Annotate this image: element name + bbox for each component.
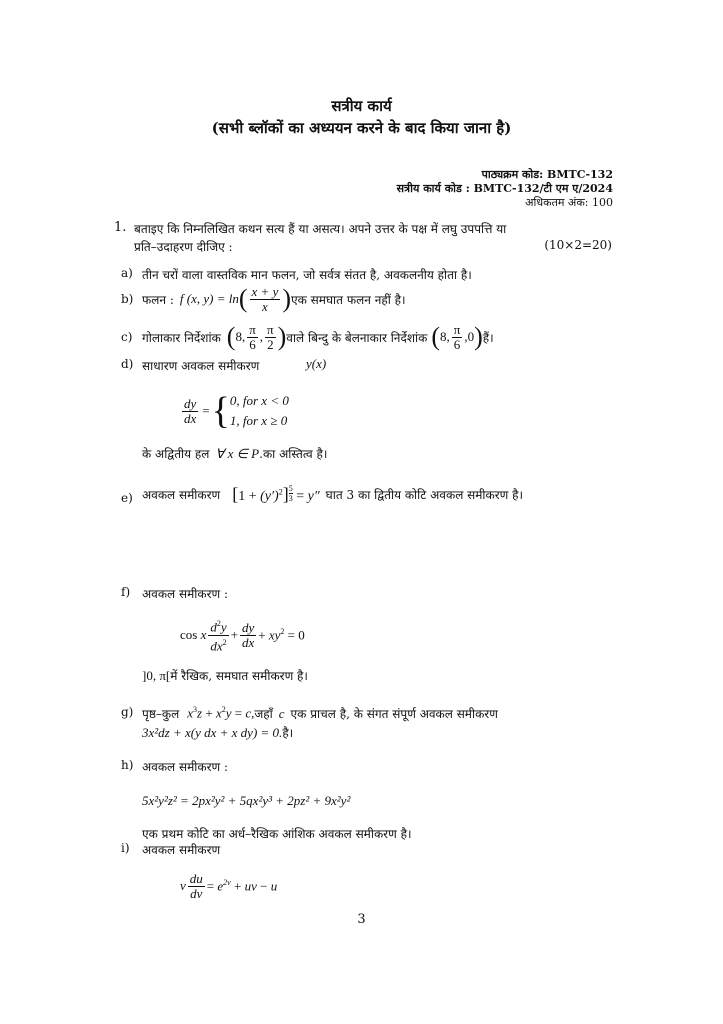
question-line-2: प्रति–उदाहरण दीजिए : (134, 240, 233, 254)
assignment-code: सत्रीय कार्य कोड : BMTC-132/टी एम ए/2024 (396, 182, 613, 195)
item-i-equation (180, 866, 277, 906)
page-number: 3 (357, 912, 366, 927)
item-a-label: a) (121, 266, 133, 280)
item-e-label: e) (121, 491, 133, 505)
item-f-interval: ]0, π[ (142, 667, 171, 683)
item-g-eq2: 3x²dz + x(y dx + x dy) = 0. (142, 724, 283, 740)
item-d-label: d) (121, 357, 134, 371)
item-e-equation: $[1 + (y')^2]$ $\frac{5}{3}$ = y″ (232, 483, 320, 504)
du-dv: $\frac{du}{dv}$ (189, 870, 203, 901)
item-g-label: g) (121, 705, 134, 719)
frac-pi-6: $\frac{\pi}{6}$ (453, 321, 461, 352)
item-c-pre: गोलाकार निर्देशांक (142, 330, 221, 345)
item-c-post: हैं। (482, 330, 494, 345)
item-e-pre: अवकल समीकरण (142, 487, 221, 502)
item-b-pre: फलन : (142, 292, 174, 307)
item-b-label: b) (121, 292, 134, 306)
item-d-equation (180, 387, 289, 435)
question-line-1: बताइए कि निम्नलिखित कथन सत्य हैं या असत्य। अपने उत्तर के पक्ष में लघु उपपत्ति या (134, 222, 507, 236)
item-f-label: f) (121, 585, 131, 599)
item-b-lhs: f (x, y) = ln (179, 291, 239, 306)
frac-pi-6: $\frac{\pi}{6}$ (249, 321, 256, 352)
item-e-row (142, 476, 523, 512)
item-a-text: तीन चरों वाला वास्तविक मान फलन, जो सर्वत्र संतत है, अवकलनीय होता है। (142, 268, 472, 282)
case-2: 1, for x ≥ 0 (229, 413, 288, 428)
item-i-label: i) (121, 841, 130, 855)
left-paren: ( (431, 322, 440, 351)
dy-dx: $\frac{dy}{dx}$ (184, 395, 197, 426)
item-g-row (142, 705, 498, 722)
item-g-row-2 (142, 724, 293, 741)
item-c-row (142, 318, 494, 356)
question-marks: (10×2=20) (544, 238, 612, 252)
item-g-c: c (278, 705, 285, 721)
dy-dx: $\frac{dy}{dx}$ (242, 619, 255, 650)
item-d-post-pre: के अद्वितीय हल (142, 447, 210, 461)
item-g-mid2: एक प्राचल है, के संगत संपूर्ण अवकल समीकरण (290, 707, 498, 721)
item-d-var: y(x) (306, 356, 327, 371)
cos-x: cos x (180, 627, 207, 642)
item-h-equation: 5x²y²z² = 2px²y² + 5qx²y³ + 2pz² + 9x²y² (142, 793, 351, 808)
item-d-forall: ∀ x ∈ P (215, 445, 260, 461)
comma: , (259, 329, 264, 344)
item-f-equation (180, 613, 305, 657)
item-h-label: h) (121, 758, 134, 772)
coord-0: ,0 (464, 329, 475, 344)
item-g-pre: पृष्ठ–कुल (142, 707, 180, 721)
plus: + (230, 627, 238, 642)
d2y-dx2: $\frac{d^2y}{dx^2}$ (210, 619, 227, 653)
item-b-numerator: x + y (251, 283, 279, 299)
left-brace: { (211, 390, 230, 432)
v-var: v (180, 878, 186, 893)
course-code: पाठ्यक्रम कोड: BMTC-132 (481, 168, 613, 181)
item-b-fraction (250, 285, 281, 314)
right-paren: ) (474, 322, 483, 351)
coord-8: 8, (235, 329, 246, 344)
frac-pi-2: $\frac{\pi}{2}$ (267, 321, 274, 352)
item-i-rhs: = $e^{2v}$ + uv − u (206, 877, 278, 894)
page-subtitle: (सभी ब्लॉकों का अध्ययन करने के बाद किया जाना है) (211, 119, 512, 137)
item-g-surface: $x^3z + x^2y = c$, (187, 705, 255, 721)
item-f-post-row (142, 667, 308, 684)
item-g-post: है। (282, 726, 294, 740)
item-h-post: एक प्रथम कोटि का अर्ध–रैखिक आंशिक अवकल समीकरण है। (142, 827, 412, 841)
item-h-pre: अवकल समीकरण : (142, 760, 229, 774)
right-paren: ) (282, 284, 292, 313)
item-b-row (142, 280, 406, 318)
left-paren: ( (226, 322, 236, 351)
item-d-pre: साधारण अवकल समीकरण (142, 359, 260, 373)
item-g-mid1: जहाँ (254, 707, 273, 721)
item-d-post: .का अस्तित्व है। (259, 447, 328, 461)
max-marks: अधिकतम अंक: 100 (525, 196, 613, 209)
question-number: 1. (114, 220, 127, 235)
item-e-post: घात 3 का द्वितीय कोटि अवकल समीकरण है। (325, 487, 524, 502)
xy2-term: + $xy^2 = 0$ (258, 626, 305, 643)
case-1: 0, for x < 0 (229, 393, 289, 408)
equals: = (202, 403, 210, 418)
page-title: सत्रीय कार्य (331, 97, 392, 115)
item-f-pre: अवकल समीकरण : (142, 587, 229, 601)
coord-8: 8, (440, 329, 450, 344)
item-c-mid: वाले बिन्दु के बेलनाकार निर्देशांक (286, 330, 428, 345)
right-paren: ) (277, 322, 287, 351)
item-c-label: c) (121, 330, 133, 344)
item-b-denominator: x (262, 298, 268, 314)
item-i-pre: अवकल समीकरण (142, 843, 221, 857)
cases (230, 391, 289, 431)
item-f-post: में रैखिक, समघात समीकरण है। (170, 669, 308, 683)
item-b-post: एक समघात फलन नहीं है। (291, 292, 406, 307)
item-d-post-row (142, 445, 327, 462)
left-paren: ( (238, 284, 248, 313)
